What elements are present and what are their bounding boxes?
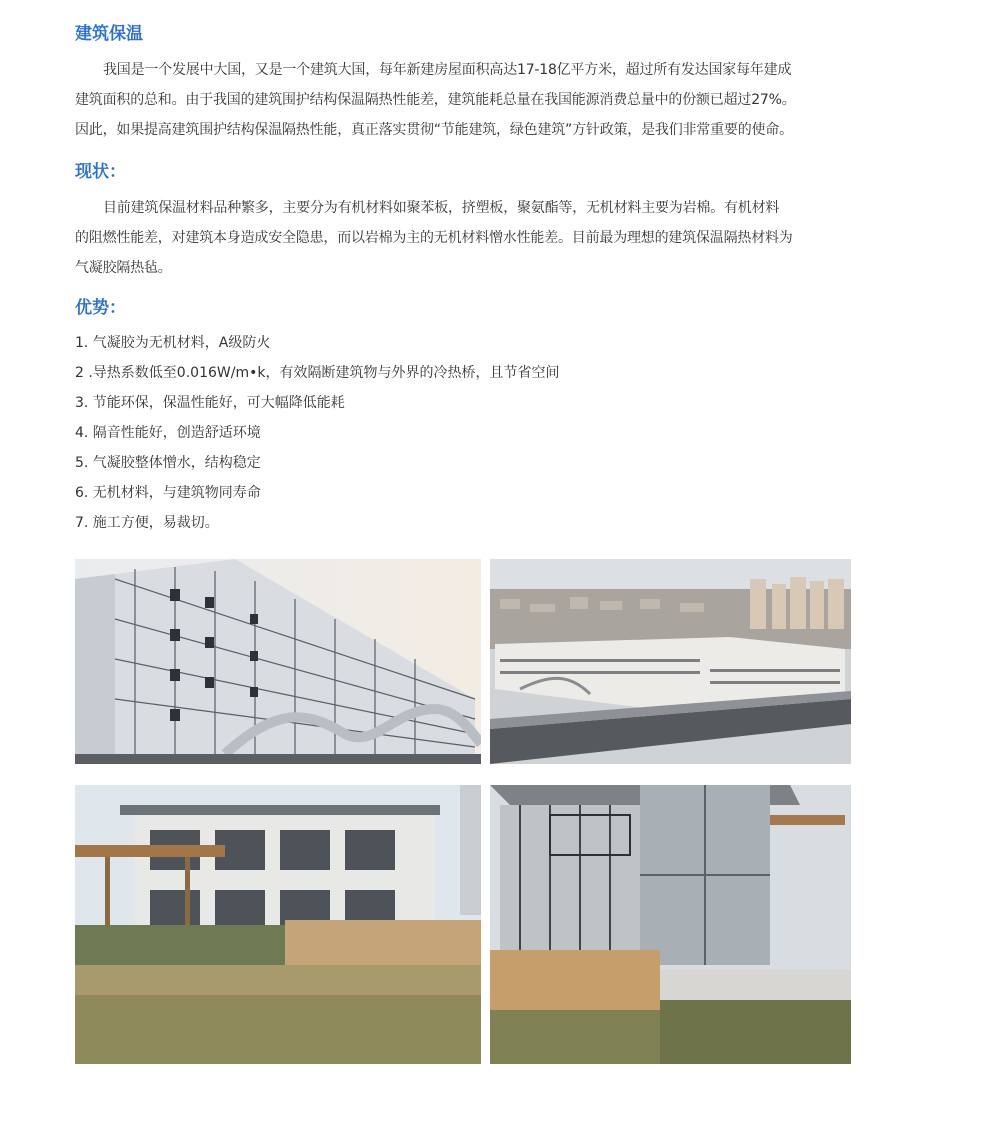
list-item: 2 .导热系数低至0.016W/m•k，有效隔断建筑物与外界的冷热桥，且节省空间 — [75, 365, 560, 381]
list-item: 5. 气凝胶整体憎水，结构稳定 — [75, 455, 261, 471]
photo-grid — [75, 559, 851, 1064]
section-paragraph-status — [75, 193, 875, 283]
photo-building-facade-scaffold — [75, 559, 481, 764]
list-item: 7. 施工方便，易裁切。 — [75, 515, 219, 531]
paragraph-line: 的阻燃性能差，对建筑本身造成安全隐患，而以岩棉为主的无机材料憎水性能差。目前最为理想的建筑保温隔热材料为 — [75, 230, 793, 246]
section-title-building-insulation: 建筑保温 — [75, 24, 143, 44]
paragraph-line: 因此，如果提高建筑围护结构保温隔热性能，真正落实贯彻“节能建筑，绿色建筑”方针政策，是我们非常重要的使命。 — [75, 122, 793, 138]
list-item: 1. 气凝胶为无机材料，A级防火 — [75, 335, 271, 351]
section-paragraph-intro — [75, 55, 875, 145]
list-item: 6. 无机材料，与建筑物同寿命 — [75, 485, 261, 501]
photo-house-with-pergola — [75, 785, 481, 1064]
paragraph-line: 我国是一个发展中大国，又是一个建筑大国，每年新建房屋面积高达17-18亿平方米，超过所有发达国家每年建成 — [103, 62, 792, 78]
paragraph-line: 目前建筑保温材料品种繁多，主要分为有机材料如聚苯板，挤塑板，聚氨酯等，无机材料主要为岩棉。有机材料 — [103, 200, 780, 216]
photo-house-glass-panels — [490, 785, 851, 1064]
section-title-status: 现状： — [75, 162, 126, 182]
paragraph-line: 气凝胶隔热毡。 — [75, 260, 172, 276]
list-item: 4. 隔音性能好，创造舒适环境 — [75, 425, 261, 441]
photo-aerial-building-site — [490, 559, 851, 764]
list-item: 3. 节能环保，保温性能好，可大幅降低能耗 — [75, 395, 345, 411]
section-title-advantages: 优势： — [75, 298, 126, 318]
paragraph-line: 建筑面积的总和。由于我国的建筑围护结构保温隔热性能差，建筑能耗总量在我国能源消费总量中的份额已超过27%。 — [75, 92, 796, 108]
advantages-list — [75, 328, 875, 538]
